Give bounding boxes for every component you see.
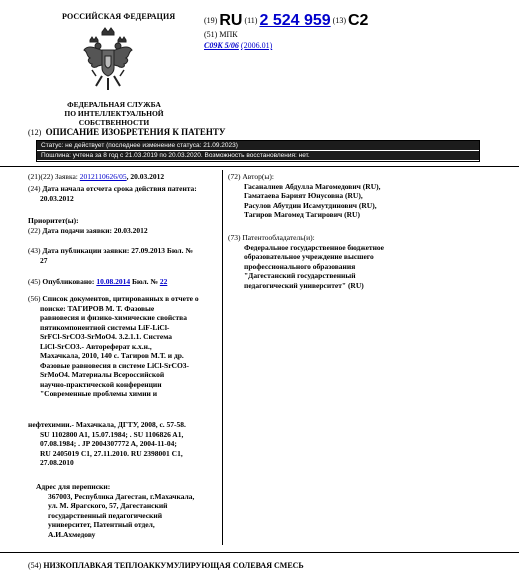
published-block — [28, 277, 222, 287]
document-title — [28, 127, 225, 137]
filing-date: Дата подачи заявки: 20.03.2012 — [42, 225, 148, 235]
address-line: государственный педагогический — [48, 510, 163, 520]
priority-label: Приоритет(ы): — [28, 216, 79, 225]
field-code-22: (22) — [28, 225, 41, 235]
priority-block — [28, 216, 222, 235]
double-headed-eagle-emblem-icon — [82, 26, 134, 94]
references-block — [28, 294, 222, 399]
fee-line: Пошлина: учтена за 8 год с 21.03.2019 по 20.03.2020. Возможность восстановления: нет. — [37, 150, 479, 160]
column-divider — [222, 170, 223, 545]
publication-line-1: Дата публикации заявки: 27.09.2013 Бюл. № — [42, 246, 193, 255]
reference-line: SrFCl-SrCO3-SrMoO4. 3.2.1.1. Система — [40, 332, 173, 341]
reference-line: Махачкала, 2010, 140 с. Тагиров М.Т. и др. — [40, 351, 184, 360]
patent-number-line — [204, 12, 368, 30]
agency-line-1: ФЕДЕРАЛЬНАЯ СЛУЖБА — [67, 100, 161, 109]
country-name: РОССИЙСКАЯ ФЕДЕРАЦИЯ — [62, 12, 176, 21]
address-block — [36, 482, 222, 539]
address-line: университет, Патентный отдел, — [48, 520, 155, 529]
address-line: А.И.Ахмедову — [48, 529, 96, 539]
field-code-54: (54) — [28, 561, 42, 570]
application-number-link[interactable]: 2012110626/05 — [79, 172, 127, 181]
address-line: ул. М. Ярагского, 57, Дагестанский — [48, 501, 168, 510]
authors-block — [228, 172, 478, 220]
author-name: Тагиров Магомед Тагирович (RU) — [244, 210, 360, 219]
bulletin-label: Бюл. № — [131, 277, 158, 286]
reference-line: равновесия и физико-химические свойства — [40, 313, 187, 322]
application-label: (21)(22) Заявка: — [28, 172, 78, 181]
publication-block — [28, 246, 222, 265]
country-code: RU — [219, 12, 243, 29]
start-date-label: Дата начала отсчета срока действия патента: — [42, 184, 197, 193]
status-box — [36, 140, 480, 162]
field-code-13: (13) — [332, 16, 346, 25]
reference-line: 07.08.1984; . JP 2004307772 A, 2004-11-04; — [40, 439, 177, 448]
author-name: Расулов Абутдин Исамутдинович (RU), — [244, 200, 377, 210]
ipc-code-link[interactable]: C09K 5/06 — [204, 41, 239, 50]
document-title-text: ОПИСАНИЕ ИЗОБРЕТЕНИЯ К ПАТЕНТУ — [45, 127, 226, 137]
reference-line: SU 1102800 A1, 15.07.1984; . SU 1106826 A1, — [40, 429, 184, 439]
reference-line: научно-практической конференции — [40, 379, 162, 389]
invention-title — [28, 561, 304, 570]
references-continued-block — [28, 420, 222, 468]
mpk-label-text: МПК — [219, 30, 238, 39]
top-divider — [0, 166, 519, 167]
field-code-24: (24) — [28, 184, 41, 193]
field-code-45: (45) — [28, 277, 41, 286]
ipc-version-link[interactable]: (2006.01) — [240, 41, 273, 50]
field-code-11: (11) — [244, 16, 258, 25]
invention-title-text: НИЗКОПЛАВКАЯ ТЕПЛОАККУМУЛИРУЮЩАЯ СОЛЕВАЯ СМЕСЬ — [43, 561, 304, 570]
reference-line: SrMoO4. Материалы Всероссийской — [40, 370, 165, 379]
ipc-label — [204, 30, 238, 39]
reference-line: поиске: ТАГИРОВ М. Т. Фазовые — [40, 303, 155, 313]
agency-name — [46, 100, 182, 127]
status-line: Статус: не действует (последнее изменение статуса: 21.09.2023) — [37, 141, 479, 150]
published-label: Опубликовано: — [42, 277, 95, 286]
patent-number-link[interactable]: 2 524 959 — [259, 12, 331, 29]
start-date-block — [28, 184, 222, 203]
reference-line: нефтехимии.- Махачкала, ДГТУ, 2008, с. 57-58. — [28, 420, 186, 429]
author-name: Гасаналиев Абдулла Магомедович (RU), — [244, 181, 381, 191]
field-code-51: (51) — [204, 30, 218, 39]
bottom-divider — [0, 552, 519, 553]
application-block — [28, 172, 218, 182]
field-code-73: (73) — [228, 233, 241, 242]
address-line: 367003, Республика Дагестан, г.Махачкала, — [48, 491, 195, 501]
reference-line: RU 2405019 C1, 27.11.2010. RU 2398001 C1, — [40, 448, 183, 458]
start-date-value: 20.03.2012 — [40, 193, 74, 203]
field-code-72: (72) — [228, 172, 241, 181]
reference-line: пятикомпонентной системы LiF-LiCl- — [40, 322, 170, 332]
holder-line: профессионального образования — [244, 261, 356, 271]
patent-holder-block — [228, 233, 478, 290]
holder-label: Патентообладатель(и): — [242, 233, 315, 242]
application-date: , 20.03.2012 — [126, 172, 165, 181]
field-code-56: (56) — [28, 294, 41, 303]
reference-line: Фазовые равновесия в системе LiCl-SrCO3- — [40, 360, 190, 370]
field-code-19: (19) — [204, 16, 218, 25]
kind-code: C2 — [347, 12, 369, 29]
agency-line-2: ПО ИНТЕЛЛЕКТУАЛЬНОЙ СОБСТВЕННОСТИ — [64, 109, 164, 127]
reference-line: Список документов, цитированных в отчете о — [42, 294, 199, 303]
holder-line: образовательное учреждение высшего — [244, 252, 374, 261]
ipc-classification — [204, 41, 272, 50]
reference-line: LiCl-SrCO3.- Автореферат к.х.н., — [40, 341, 152, 351]
field-code-43: (43) — [28, 246, 41, 255]
holder-line: "Дагестанский государственный — [244, 271, 356, 280]
bulletin-number-link[interactable]: 22 — [159, 277, 168, 286]
author-name: Гаматаева Барият Юнусовна (RU), — [244, 191, 363, 200]
authors-label: Автор(ы): — [242, 172, 274, 181]
published-date-link[interactable]: 10.08.2014 — [96, 277, 131, 286]
publication-line-2: 27 — [40, 255, 48, 265]
reference-line: 27.08.2010 — [40, 458, 74, 467]
holder-line: педагогический университет" (RU) — [244, 280, 364, 290]
reference-line: "Современные проблемы химии и — [40, 389, 158, 398]
address-label: Адрес для переписки: — [36, 482, 111, 491]
holder-line: Федеральное государственное бюджетное — [244, 242, 385, 252]
field-code-12: (12) — [28, 128, 42, 137]
